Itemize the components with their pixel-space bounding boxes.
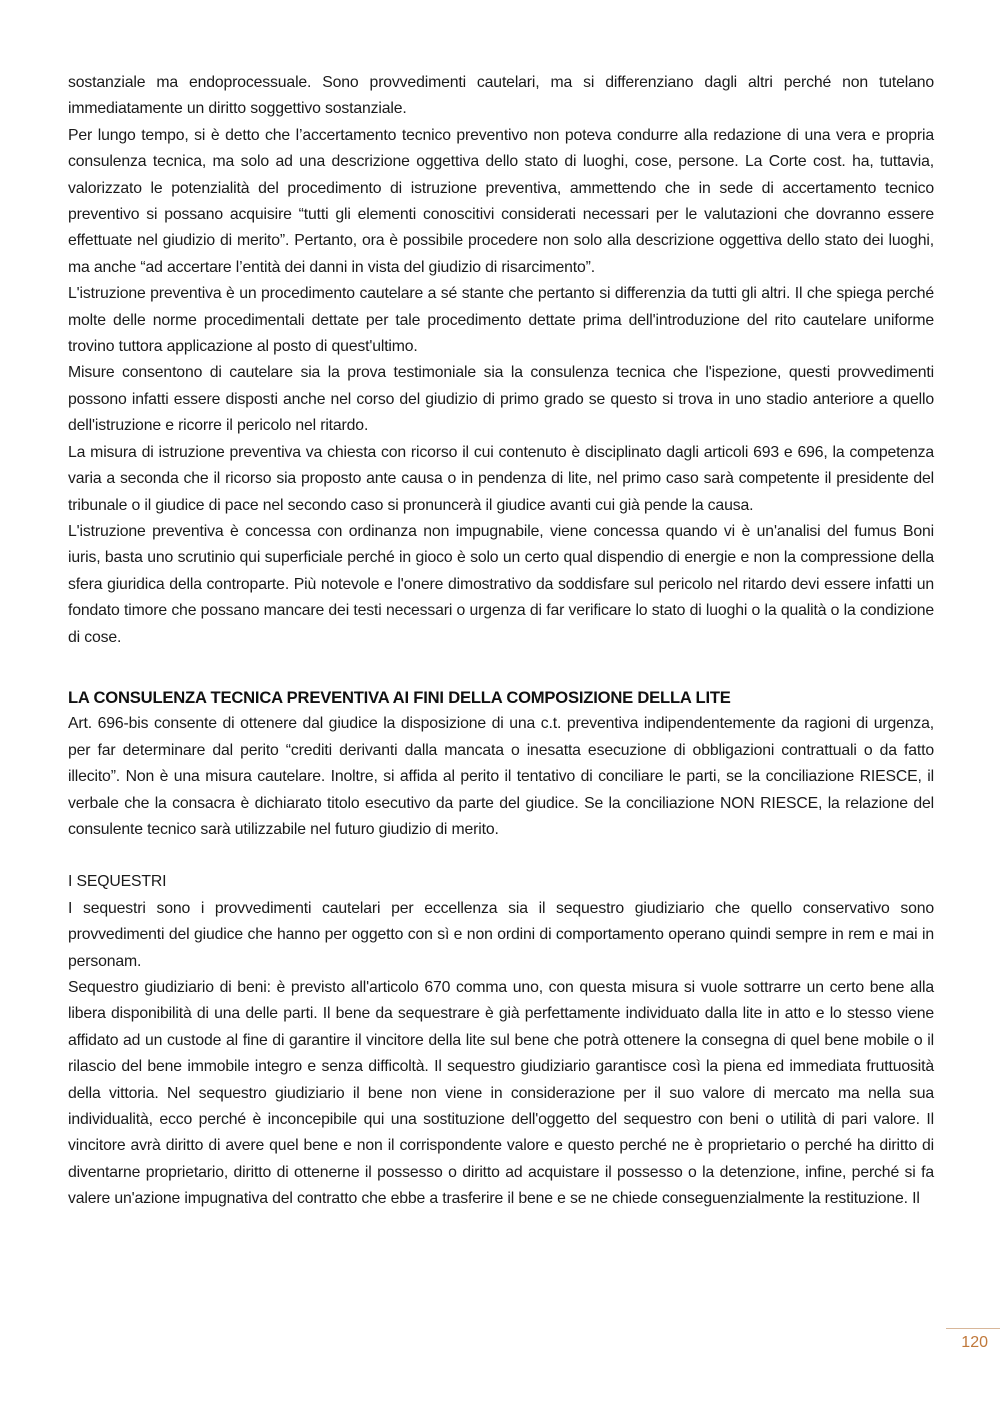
- section-heading: LA CONSULENZA TECNICA PREVENTIVA AI FINI DELLA COMPOSIZIONE DELLA LITE: [68, 687, 731, 707]
- paragraph: Sequestro giudiziario di beni: è previsto all'articolo 670 comma uno, con questa misura si vuole sottrarre un certo bene alla libera disponibilità di una delle parti. Il bene da sequestrare è già perfettamente individuato dalla lite in atto e lo stesso viene affidato ad un custode al fine di garantire il vincitore della lite sul bene che potrà ottenere la consegna di quel bene mobile o il rilascio del bene immobile integro e senza difficoltà. Il sequestro giudiziario garantisce così la piena ed immediata fruttuosità della vittoria. Nel sequestro giudiziario il bene non viene in considerazione per il suo valore di mercato ma nella sua individualità, ecco perché è inconcepibile qui una sostituzione dell'oggetto del sequestro con beni o utilità di pari valore. Il vincitore avrà diritto di avere quel bene e non il corrispondente valore e questo perché ne è proprietario o perché ha diritto di diventarne proprietario, diritto di ottenerne il possesso o diritto ad acquistare il possesso o la detenzione, infine, perché si fa valere un'azione impugnativa del contratto che ebbe a trasferire il bene e se ne chiede conseguenzialmente la restituzione. Il: [68, 979, 934, 1208]
- paragraph: sostanziale ma endoprocessuale. Sono provvedimenti cautelari, ma si differenziano dagli altri perché non tutelano immediatamente un diritto soggettivo sostanziale.: [68, 74, 934, 118]
- paragraph: La misura di istruzione preventiva va chiesta con ricorso il cui contenuto è disciplinato dagli articoli 693 e 696, la competenza varia a seconda che il ricorso sia proposto ante causa o in pendenza di lite, nel primo caso sarà competente il presidente del tribunale o il giudice di pace nel secondo caso si pronuncerà il giudice avanti cui già pende la causa.: [68, 443, 934, 514]
- paragraph: Misure consentono di cautelare sia la prova testimoniale sia la consulenza tecnica che l'ispezione, questi provvedimenti possono infatti essere disposti anche nel corso del giudizio di primo grado se questo si trova in uno stadio anteriore a quello dell'istruzione e ricorre il pericolo nel ritardo.: [68, 364, 934, 435]
- section-subheading: I SEQUESTRI: [68, 873, 167, 891]
- section-spacer: [68, 843, 934, 869]
- paragraph: L'istruzione preventiva è un procedimento cautelare a sé stante che pertanto si differenzia da tutti gli altri. Il che spiega perché molte delle norme procedimentali dettate per tale procedimento dettate prima dell'introduzione del rito cautelare uniforme trovino tuttora applicazione al posto di quest'ultimo.: [68, 285, 934, 356]
- paragraph: I sequestri sono i provvedimenti cautelari per eccellenza sia il sequestro giudiziario che quello conservativo sono provvedimenti del giudice che hanno per oggetto con sì e non ordini di comportamento operano quindi sempre in rem e mai in personam.: [68, 899, 934, 970]
- page-body: [68, 70, 934, 1213]
- paragraph: Per lungo tempo, si è detto che l’accertamento tecnico preventivo non poteva condurre alla redazione di una vera e propria consulenza tecnica, ma solo ad una descrizione oggettiva dello stato di luoghi, cose, persone. La Corte cost. ha, tuttavia, valorizzato le potenzialità del procedimento di istruzione preventiva, ammettendo che in sede di accertamento tecnico preventivo si possano acquisire “tutti gli elementi conoscitivi considerati necessari per le valutazioni che dovranno essere effettuate nel giudizio di merito”. Pertanto, ora è possibile procedere non solo alla descrizione oggettiva dello stato dei luoghi, ma anche “ad accertare l’entità dei danni in vista del giudizio di risarcimento”.: [68, 126, 934, 276]
- footer-divider: [946, 1328, 1000, 1329]
- paragraph: L'istruzione preventiva è concessa con ordinanza non impugnabile, viene concessa quando vi è un'analisi del fumus Boni iuris, basta uno scrutinio qui superficiale perché in gioco è solo un certo qual dispendio di energie e non la compressione della sfera giuridica della controparte. Più notevole e l'onere dimostrativo da soddisfare sul pericolo nel ritardo devi essere infatti un fondato timore che possano mancare dei testi necessari o urgenza di far verificare lo stato di luoghi o la qualità o la condizione di cose.: [68, 522, 934, 646]
- paragraph: Art. 696-bis consente di ottenere dal giudice la disposizione di una c.t. preventiva indipendentemente da ragioni di urgenza, per far determinare dal perito “crediti derivanti dalla mancata o inesatta esecuzione di obbligazioni contrattuali o da fatto illecito”. Non è una misura cautelare. Inoltre, si affida al perito il tentativo di conciliare le parti, se la conciliazione RIESCE, il verbale che la consacra è dichiarato titolo esecutivo da parte del giudice. Se la conciliazione NON RIESCE, la relazione del consulente tecnico sarà utilizzabile nel futuro giudizio di merito.: [68, 715, 934, 838]
- page-number: 120: [961, 1334, 988, 1351]
- section-spacer: [68, 651, 934, 677]
